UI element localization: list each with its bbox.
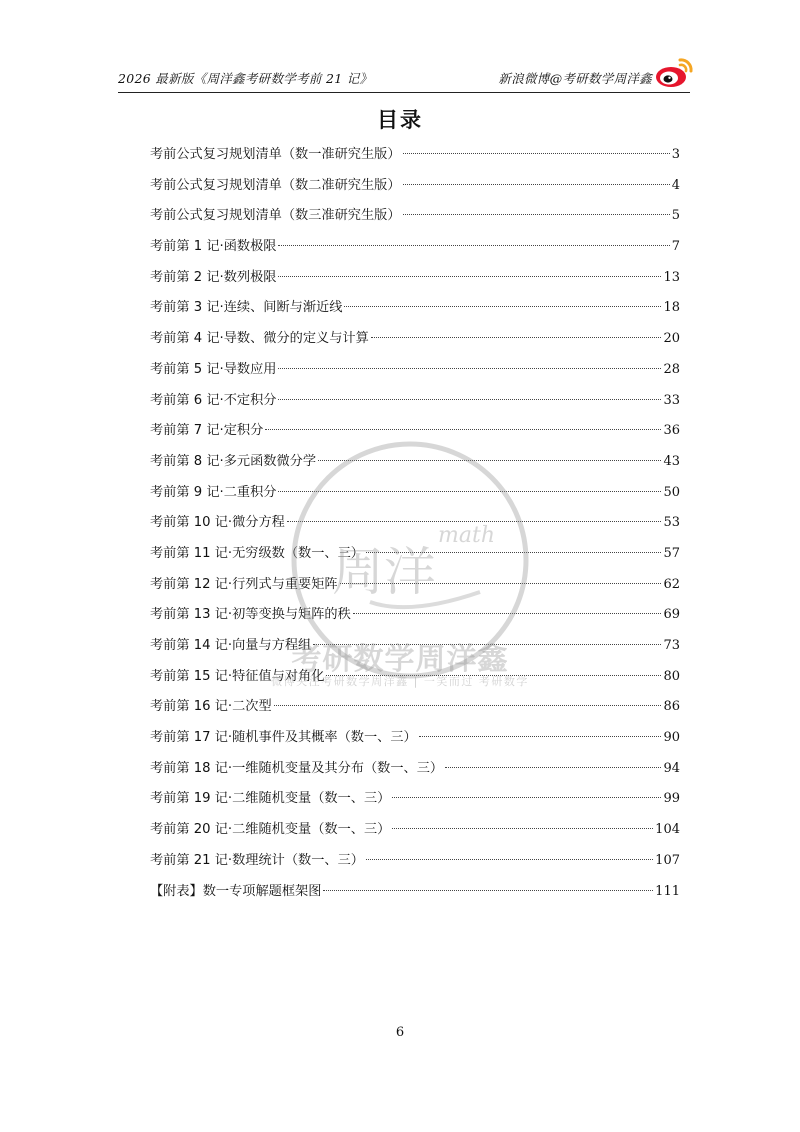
watermark-main-text: 考研数学周洋鑫 (291, 642, 509, 677)
watermark-name-chars: 周洋 (332, 543, 437, 603)
toc-entry[interactable] (150, 631, 680, 662)
watermark-sub-text: 微博关注考研数学周洋鑫 | 一笑而过 考研数学 (271, 675, 529, 688)
toc-leader-dots (403, 213, 670, 215)
toc-entry-label: 考前第 18 记·一维随机变量及其分布（数一、三） (150, 760, 444, 776)
toc-leader-dots (353, 612, 662, 614)
toc-entry-label: 考前第 2 记·数列极限 (150, 269, 277, 285)
toc-entry-label: 考前第 19 记·二维随机变量（数一、三） (150, 791, 391, 807)
toc-entry-label: 考前第 9 记·二重积分 (150, 484, 277, 500)
toc-entry[interactable] (150, 201, 680, 232)
toc-entry-label: 考前第 5 记·导数应用 (150, 361, 277, 377)
toc-entry-label: 考前公式复习规划清单（数三准研究生版） (150, 208, 401, 224)
toc-entry-page: 43 (663, 453, 680, 469)
toc-entry[interactable] (150, 784, 680, 815)
toc-entry[interactable] (150, 293, 680, 324)
toc-leader-dots (392, 827, 653, 829)
toc-entry[interactable] (150, 600, 680, 631)
toc-entry-page: 50 (663, 484, 680, 500)
toc-entry-label: 考前公式复习规划清单（数二准研究生版） (150, 177, 401, 193)
toc-entry-label: 考前第 15 记·特征值与对角化 (150, 668, 325, 684)
toc-entry-page: 90 (663, 730, 680, 746)
toc-entry[interactable] (150, 570, 680, 601)
toc-entry-label: 考前第 13 记·初等变换与矩阵的秩 (150, 607, 351, 623)
toc-entry[interactable] (150, 232, 680, 263)
toc-leader-dots (278, 490, 661, 492)
toc-entry-page: 4 (671, 177, 680, 193)
toc-title: 目录 (377, 108, 423, 132)
toc-entry[interactable] (150, 877, 680, 908)
toc-entry[interactable] (150, 815, 680, 846)
toc-entry[interactable] (150, 324, 680, 355)
toc-entry-page: 80 (663, 668, 680, 684)
toc-entry-page: 18 (663, 300, 680, 316)
weibo-logo-icon (654, 56, 694, 90)
toc-leader-dots (318, 459, 661, 461)
toc-leader-dots (340, 582, 662, 584)
toc-entry-label: 考前第 10 记·微分方程 (150, 515, 285, 531)
toc-entry-page: 3 (671, 147, 680, 162)
toc-entry-page: 111 (655, 883, 680, 899)
toc-entry-label: 考前第 12 记·行列式与重要矩阵 (150, 576, 338, 592)
toc-entry-label: 考前第 7 记·定积分 (150, 423, 264, 439)
toc-entry-page: 69 (663, 607, 680, 623)
toc-leader-dots (278, 275, 661, 277)
toc-entry-page: 104 (655, 822, 680, 838)
toc-leader-dots (392, 796, 661, 798)
toc-entry-label: 考前第 3 记·连续、间断与渐近线 (150, 300, 343, 316)
toc-entry-label: 考前第 1 记·函数极限 (150, 239, 277, 255)
toc-entry[interactable] (150, 416, 680, 447)
toc-leader-dots (278, 244, 669, 246)
header-book-title: 2026 最新版《周洋鑫考研数学考前 21 记》 (118, 71, 373, 86)
toc-leader-dots (287, 520, 662, 522)
toc-entry[interactable] (150, 692, 680, 723)
toc-entry-page: 57 (663, 545, 680, 561)
toc-entry[interactable] (150, 263, 680, 294)
toc-leader-dots (278, 398, 661, 400)
toc-leader-dots (326, 674, 661, 676)
toc-entry-page: 107 (655, 852, 680, 868)
toc-leader-dots (274, 704, 662, 706)
toc-entry-label: 考前第 17 记·随机事件及其概率（数一、三） (150, 730, 417, 746)
toc-entry-label: 【附表】数一专项解题框架图 (150, 883, 322, 899)
toc-leader-dots (313, 643, 661, 645)
toc-entry-label: 考前第 21 记·数理统计（数一、三） (150, 852, 364, 868)
toc-entry-page: 73 (663, 638, 680, 653)
toc-entry[interactable] (150, 662, 680, 693)
toc-leader-dots (278, 367, 661, 369)
toc-entry-page: 28 (663, 361, 680, 377)
toc-leader-dots (366, 551, 661, 553)
toc-entry-page: 7 (671, 239, 680, 255)
page-number: 6 (395, 1025, 405, 1040)
toc-entry-label: 考前第 14 记·向量与方程组 (150, 638, 312, 653)
toc-entry[interactable] (150, 140, 680, 171)
toc-entry[interactable] (150, 508, 680, 539)
toc-leader-dots (371, 336, 662, 338)
toc-leader-dots (419, 735, 662, 737)
toc-entry-label: 考前第 20 记·二维随机变量（数一、三） (150, 822, 391, 838)
toc-entry-label: 考前第 11 记·无穷级数（数一、三） (150, 545, 364, 561)
toc-entry-label: 考前第 6 记·不定积分 (150, 392, 277, 408)
toc-entry[interactable] (150, 355, 680, 386)
toc-entry-page: 36 (663, 423, 680, 439)
toc-leader-dots (344, 305, 661, 307)
toc-entry[interactable] (150, 846, 680, 877)
toc-entry-label: 考前公式复习规划清单（数一准研究生版） (150, 147, 401, 162)
toc-entry-page: 33 (663, 392, 680, 408)
toc-leader-dots (366, 858, 653, 860)
page-header (118, 64, 690, 93)
toc-entry[interactable] (150, 386, 680, 417)
toc-entry-page: 62 (663, 576, 680, 592)
table-of-contents (150, 140, 680, 907)
toc-entry-label: 考前第 8 记·多元函数微分学 (150, 453, 317, 469)
header-weibo-handle: 新浪微博@考研数学周洋鑫 (498, 71, 652, 86)
toc-entry-page: 53 (663, 515, 680, 531)
toc-entry[interactable] (150, 447, 680, 478)
toc-entry-page: 13 (663, 269, 680, 285)
toc-entry-page: 5 (671, 208, 680, 224)
toc-entry-page: 86 (663, 699, 680, 715)
toc-entry-page: 20 (663, 331, 680, 347)
toc-entry[interactable] (150, 723, 680, 754)
toc-entry[interactable] (150, 478, 680, 509)
toc-leader-dots (445, 766, 661, 768)
toc-leader-dots (403, 152, 670, 154)
toc-entry-label: 考前第 4 记·导数、微分的定义与计算 (150, 331, 369, 347)
toc-leader-dots (403, 183, 670, 185)
toc-leader-dots (323, 889, 653, 891)
toc-entry-page: 99 (663, 791, 680, 807)
toc-entry-page: 94 (663, 760, 680, 776)
toc-entry[interactable] (150, 171, 680, 202)
toc-entry[interactable] (150, 754, 680, 785)
watermark-latin: math (438, 523, 495, 548)
toc-entry[interactable] (150, 539, 680, 570)
toc-leader-dots (265, 428, 661, 430)
toc-entry-label: 考前第 16 记·二次型 (150, 699, 272, 715)
